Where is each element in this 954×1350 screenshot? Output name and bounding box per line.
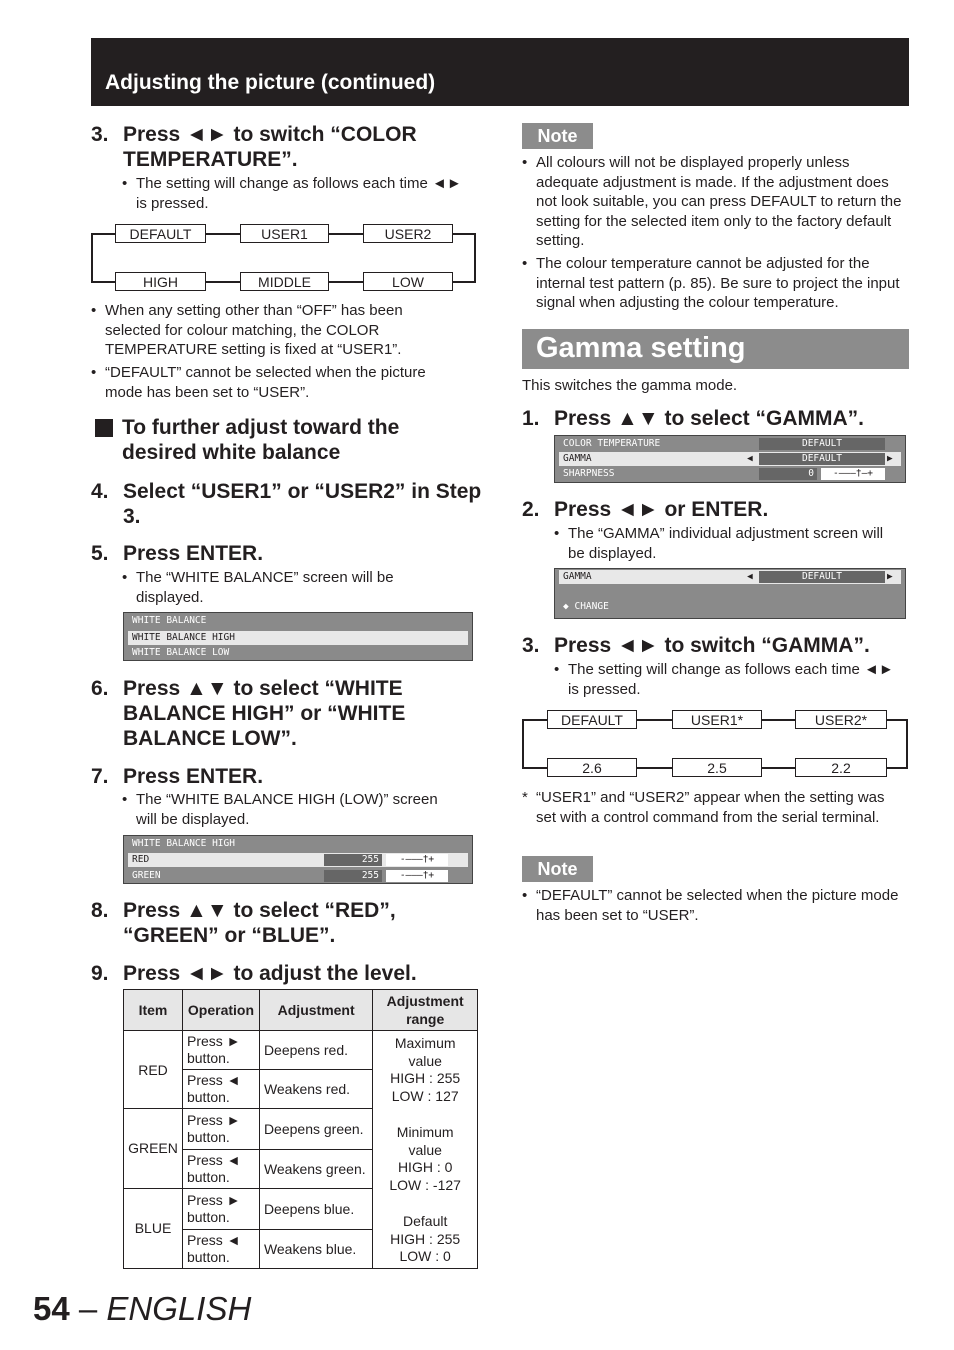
left-arrow-icon: ◀ — [747, 453, 753, 464]
th-range: Adjustment range — [373, 990, 478, 1031]
cell-item-blue: BLUE — [124, 1188, 183, 1268]
th-operation: Operation — [182, 990, 259, 1031]
gamma-flow-2-2: 2.2 — [795, 758, 887, 777]
flow-box-user2: USER2 — [363, 224, 453, 243]
picture-menu-osd — [554, 435, 906, 483]
step-4: 4. Select “USER1” or “USER2” in Step 3. — [91, 480, 482, 528]
osd-row-green: GREEN 255 -———†+ — [128, 869, 468, 883]
gamma-adjust-osd — [554, 568, 906, 619]
gamma-flow-2-5: 2.5 — [672, 758, 762, 777]
header-title: Adjusting the picture (continued) — [105, 71, 436, 94]
page-number: 54 — [33, 1290, 70, 1327]
step-6: 6. Press ▲▼ to select “WHITE BALANCE HIGH” or “WHITE BALANCE LOW”. — [91, 677, 406, 750]
subheading-square-icon — [95, 419, 113, 437]
right-arrow-icon: ▶ — [887, 571, 893, 582]
cell-range: Maximum value HIGH : 255 LOW : 127 Minimum value HIGH : 0 LOW : -127 Default HIGH : 255 LOW : 0 — [373, 1031, 478, 1269]
note-label-1: Note — [522, 123, 593, 149]
white-balance-osd — [123, 612, 473, 661]
slider-icon: -———†—+ — [821, 468, 885, 480]
flow-box-user1: USER1 — [240, 224, 329, 243]
menu-row-color-temp: COLOR TEMPERATURE DEFAULT — [559, 437, 901, 451]
gamma-flow-diagram — [522, 706, 910, 782]
cell-item-red: RED — [124, 1031, 183, 1109]
osd-row-wb-high: WHITE BALANCE HIGH — [128, 631, 468, 645]
gamma-flow-user2: USER2* — [795, 710, 887, 729]
flow-box-default: DEFAULT — [115, 224, 206, 243]
slider-icon: -———†+ — [386, 870, 448, 882]
note-label-2: Note — [522, 856, 593, 882]
th-item: Item — [124, 990, 183, 1031]
step-5: 5. Press ENTER. — [91, 542, 264, 565]
osd-row-wb-low: WHITE BALANCE LOW — [132, 647, 230, 658]
cell-item-green: GREEN — [124, 1109, 183, 1189]
slider-icon: -———†+ — [386, 854, 448, 866]
step-8: 8. Press ▲▼ to select “RED”, “GREEN” or “BLUE”. — [91, 899, 396, 947]
page-footer: 54 – ENGLISH — [33, 1290, 252, 1327]
gamma-flow-2-6: 2.6 — [547, 758, 637, 777]
osd-title: WHITE BALANCE — [132, 615, 207, 626]
gamma-intro: This switches the gamma mode. — [522, 377, 738, 394]
section-header — [91, 38, 909, 106]
osd-title: WHITE BALANCE HIGH — [132, 838, 235, 849]
white-balance-high-osd — [123, 835, 473, 884]
gamma-step-3: 3. Press ◄► to switch “GAMMA”. — [522, 634, 870, 657]
th-adjustment: Adjustment — [259, 990, 372, 1031]
step-7: 7. Press ENTER. — [91, 765, 264, 788]
step-9: 9. Press ◄► to adjust the level. — [91, 962, 417, 985]
gamma-row: GAMMA ◀ DEFAULT ▶ — [559, 570, 901, 584]
subheading: To further adjust toward the desired white balance — [122, 416, 400, 464]
gamma-section-title: Gamma setting — [522, 329, 909, 369]
flow-box-middle: MIDDLE — [240, 272, 329, 291]
gamma-step-2: 2. Press ◄► or ENTER. — [522, 498, 769, 521]
page-language: ENGLISH — [106, 1290, 252, 1327]
right-arrow-icon: ▶ — [887, 453, 893, 464]
color-temp-flow-diagram — [91, 220, 481, 296]
step-3: 3. Press ◄► to switch “COLOR TEMPERATURE”. — [91, 123, 417, 171]
osd-row-red: RED 255 -———†+ — [128, 853, 468, 867]
gamma-hint-row: ◆ CHANGE — [563, 601, 609, 612]
gamma-flow-user1: USER1* — [672, 710, 762, 729]
flow-box-high: HIGH — [115, 272, 206, 291]
adjustment-table: Item Operation Adjustment Adjustment range RED Press ► button. Deepens red. Maximum value HIGH : 255 LOW : 127 Minimum value HIGH : 0 LOW : -127 Default HIGH : 255 LOW : 0 Press ◄ button. Weakens red. GREEN Press ► button. Deepens green. Press ◄ button. Weakens green. BLUE Press ► button. Deepens blue. Press ◄ button. Weakens blue. — [123, 989, 478, 1269]
flow-box-low: LOW — [363, 272, 453, 291]
left-arrow-icon: ◀ — [747, 571, 753, 582]
gamma-step-1: 1. Press ▲▼ to select “GAMMA”. — [522, 407, 864, 430]
menu-row-gamma: GAMMA ◀ DEFAULT ▶ — [559, 452, 901, 466]
gamma-flow-default: DEFAULT — [547, 710, 637, 729]
left-right-arrows-icon: ◆ — [563, 601, 569, 612]
menu-row-sharpness: SHARPNESS 0 -———†—+ — [559, 467, 901, 481]
